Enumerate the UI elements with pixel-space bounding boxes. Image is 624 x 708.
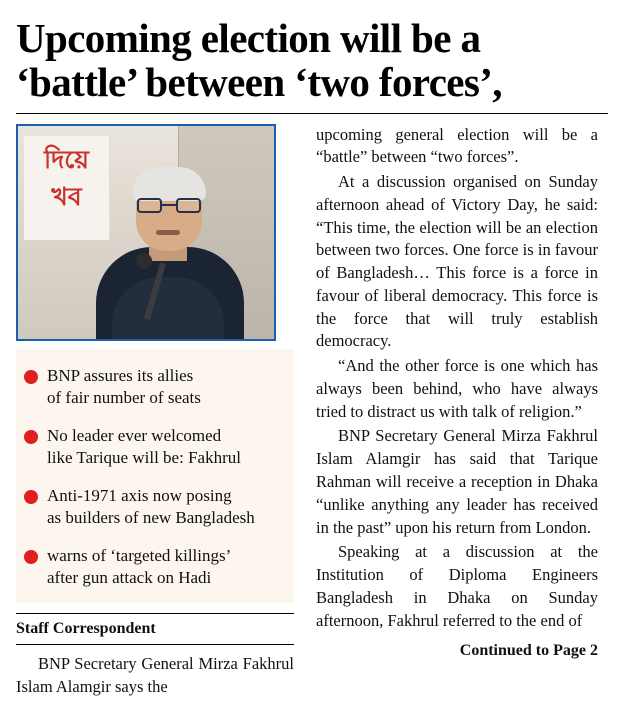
list-item	[24, 545, 284, 589]
bullet-text	[47, 365, 201, 409]
bullet-dot-icon	[24, 430, 38, 444]
bullet-dot-icon	[24, 370, 38, 384]
banner-text-line-1: দিয়ে	[43, 144, 90, 174]
article-photo	[16, 124, 276, 341]
bullet-text	[47, 425, 241, 469]
continued-label: Continued to Page 2	[459, 642, 598, 660]
left-paragraph-1: BNP Secretary General Mirza Fakhrul Islam Alamgir says the	[16, 654, 294, 697]
headline-line-2: ‘battle’ between ‘two forces’,	[16, 59, 502, 106]
bullet-line-2: of fair number of seats	[47, 387, 201, 407]
byline-top-divider	[16, 613, 294, 614]
glasses-icon	[137, 198, 201, 213]
bullet-line-2: like Tarique will be: Fakhrul	[47, 447, 241, 467]
bullet-line-2: after gun attack on Hadi	[47, 568, 212, 588]
bullet-line-1: warns of ‘targeted killings’	[47, 546, 232, 566]
bullet-line-1: Anti-1971 axis now posing	[47, 485, 232, 505]
bullet-line-2: as builders of new Bangladesh	[47, 508, 255, 527]
bullet-dot-icon	[24, 490, 38, 504]
right-paragraph-5: Speaking at a discussion at the Institution of Diploma Engineers Bangladesh in Dhaka on Sunday afternoon, Fakhrul referred to the end of	[316, 542, 598, 630]
bullet-line-1: BNP assures its allies	[47, 365, 194, 385]
bullet-text	[47, 485, 255, 529]
article-columns	[16, 124, 608, 701]
bullet-text	[47, 545, 231, 589]
right-paragraph-4: BNP Secretary General Mirza Fakhrul Islam Alamgir has said that Tarique Rahman will receive a reception in Dhaka “unlike anything any leader has received in the past” upon his return from London.	[316, 426, 598, 537]
subject-hair	[132, 167, 206, 201]
bullet-dot-icon	[24, 550, 38, 564]
left-column	[16, 124, 294, 701]
bullet-list	[16, 349, 294, 604]
right-column	[316, 124, 598, 661]
right-paragraph-1: upcoming general election will be a “battle” between “two forces”.	[316, 124, 598, 167]
byline-bottom-divider	[16, 644, 294, 645]
right-paragraph-2: At a discussion organised on Sunday afternoon ahead of Victory Day, he said: “This time, the election will be an election between two forces. One force is in favour of Bangladesh… This force is a force in favour of liberal democracy. This force is the force that will truly establish democracy.	[316, 172, 598, 351]
byline: Staff Correspondent	[16, 620, 156, 638]
banner-text-line-2: খব	[51, 181, 82, 211]
page-title	[16, 16, 608, 105]
list-item	[24, 485, 284, 529]
headline-divider	[16, 113, 608, 114]
bullet-line-1: No leader ever welcomed	[47, 425, 222, 445]
subject-mouth	[156, 230, 180, 235]
microphone-icon	[136, 253, 152, 269]
right-paragraph-3: “And the other force is one which has always been behind, who have always tried to distract us with talk of religion.”	[316, 356, 598, 421]
list-item	[24, 365, 284, 409]
headline-line-1: Upcoming election will be a	[16, 15, 481, 61]
list-item	[24, 425, 284, 469]
photo-subject	[92, 164, 242, 339]
